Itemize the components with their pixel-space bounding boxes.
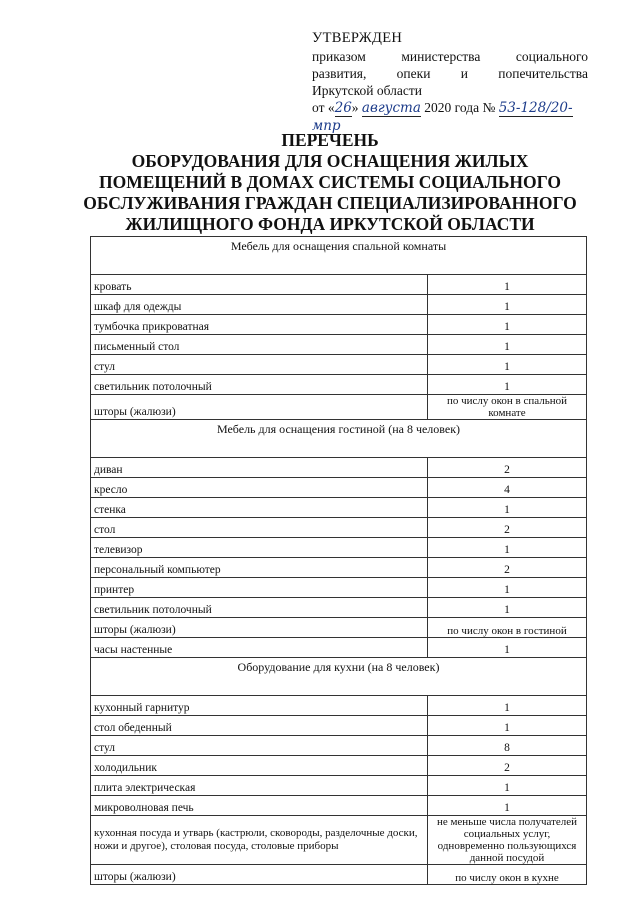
approval-heading: УТВЕРЖДЕН [312,30,403,46]
table-row [91,498,587,518]
item-name: плита электрическая [91,776,428,796]
item-name: шторы (жалюзи) [91,865,428,885]
item-name: принтер [91,578,428,598]
item-name: шторы (жалюзи) [91,618,428,638]
item-quantity: по числу окон в кухне [428,865,587,885]
item-quantity: 1 [428,538,587,558]
date-prefix: от « [312,100,335,115]
table-row [91,558,587,578]
table-row [91,295,587,315]
item-name: стол обеденный [91,716,428,736]
section-title: Мебель для оснащения гостиной (на 8 человек) [91,420,587,458]
item-name: стол [91,518,428,538]
table-row [91,518,587,538]
item-name: кухонная посуда и утварь (кастрюли, сковороды, разделочные доски, ножи и другое), столовая посуда, столовые приборы [91,816,428,865]
item-quantity: 1 [428,295,587,315]
item-name: холодильник [91,756,428,776]
item-quantity: 1 [428,598,587,618]
table-row [91,538,587,558]
item-quantity: 1 [428,638,587,658]
table-row [91,796,587,816]
year-text: 2020 года № [420,100,499,115]
table-row [91,598,587,618]
item-quantity: по числу окон в спальной комнате [428,395,587,420]
table-row [91,638,587,658]
section-header-row [91,237,587,275]
item-name: кресло [91,478,428,498]
item-quantity: 1 [428,498,587,518]
item-name: стул [91,355,428,375]
item-name: шторы (жалюзи) [91,395,428,420]
handwritten-order-number: 53-128/20-мпр [312,100,573,134]
table-row [91,776,587,796]
table-row [91,865,587,885]
item-name: телевизор [91,538,428,558]
section-header-row [91,658,587,696]
item-quantity: 2 [428,458,587,478]
section-header-row [91,420,587,458]
item-quantity: 8 [428,736,587,756]
title-line-5: ЖИЛИЩНОГО ФОНДА ИРКУТСКОЙ ОБЛАСТИ [125,214,535,234]
item-name: микроволновая печь [91,796,428,816]
table-row [91,618,587,638]
table-row [91,375,587,395]
section-title: Оборудование для кухни (на 8 человек) [91,658,587,696]
table-row [91,458,587,478]
item-quantity: 1 [428,375,587,395]
item-name: тумбочка прикроватная [91,315,428,335]
table-row [91,355,587,375]
item-quantity: 1 [428,275,587,295]
handwritten-month: августа [361,100,421,116]
item-name: шкаф для одежды [91,295,428,315]
table-row [91,736,587,756]
title-line-3: ПОМЕЩЕНИЙ В ДОМАХ СИСТЕМЫ СОЦИАЛЬНОГО [99,172,561,192]
item-quantity: 1 [428,335,587,355]
table-row [91,395,587,420]
item-name: кровать [91,275,428,295]
item-name: светильник потолочный [91,598,428,618]
handwritten-day: 26 [334,100,352,116]
document-title [70,130,590,235]
title-line-2: ОБОРУДОВАНИЯ ДЛЯ ОСНАЩЕНИЯ ЖИЛЫХ [131,151,529,171]
title-line-1: ПЕРЕЧЕНЬ [281,130,379,150]
item-name: часы настенные [91,638,428,658]
table-row [91,756,587,776]
item-name: стул [91,736,428,756]
item-quantity: 1 [428,796,587,816]
item-name: стенка [91,498,428,518]
item-quantity: 1 [428,716,587,736]
item-quantity: 1 [428,315,587,335]
item-name: письменный стол [91,335,428,355]
table-row [91,696,587,716]
section-title: Мебель для оснащения спальной комнаты [91,237,587,275]
date-mid: » [351,100,362,115]
equipment-table-body [91,237,587,885]
item-quantity: 2 [428,518,587,538]
item-quantity: 1 [428,696,587,716]
approval-line-2: развития, опеки и попечительства [312,66,588,81]
table-row [91,478,587,498]
table-row [91,716,587,736]
item-quantity: 4 [428,478,587,498]
item-quantity: 1 [428,578,587,598]
item-quantity: по числу окон в гостиной [428,618,587,638]
table-row [91,578,587,598]
approval-line-3: Иркутской области [312,83,423,98]
item-quantity: 1 [428,355,587,375]
item-quantity: не меньше числа получателей социальных услуг, одновременно пользующихся данной посудой [428,816,587,865]
item-name: персональный компьютер [91,558,428,578]
item-quantity: 2 [428,756,587,776]
table-row [91,816,587,865]
item-quantity: 1 [428,776,587,796]
item-name: диван [91,458,428,478]
title-line-4: ОБСЛУЖИВАНИЯ ГРАЖДАН СПЕЦИАЛИЗИРОВАННОГО [83,193,577,213]
table-row [91,275,587,295]
table-row [91,315,587,335]
approval-block [312,30,588,135]
item-quantity: 2 [428,558,587,578]
table-row [91,335,587,355]
item-name: кухонный гарнитур [91,696,428,716]
approval-line-1: приказом министерства социального [312,49,588,64]
equipment-table [90,236,587,885]
item-name: светильник потолочный [91,375,428,395]
